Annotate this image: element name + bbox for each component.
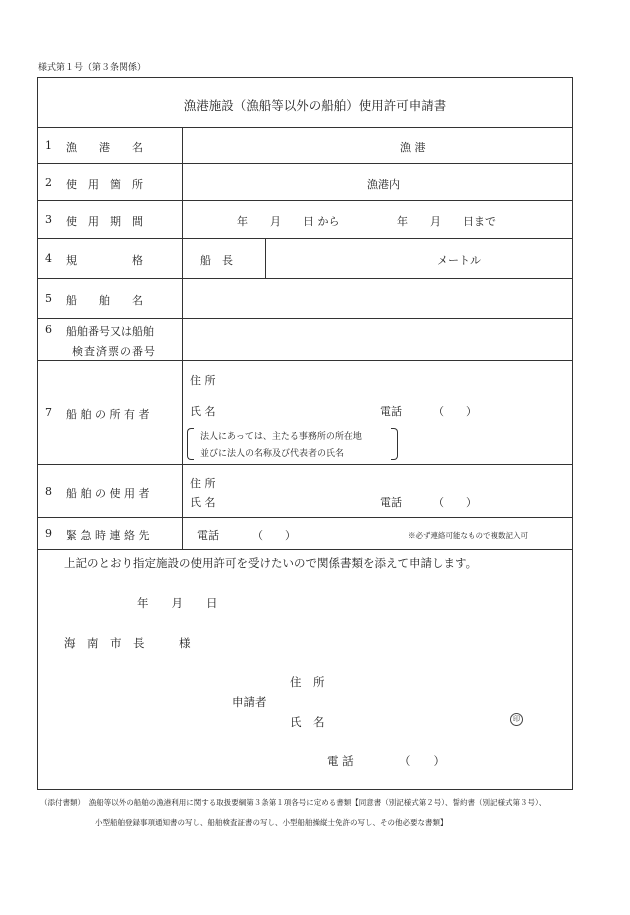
unit-meters: メートル [437,254,481,267]
row-number: 1 [45,139,52,152]
applicant-name-label: 氏 名 [290,715,325,729]
label-ship-number-line1: 船舶番号又は船舶 [66,325,154,338]
attachments-line1: （添付書類） 漁船等以外の船舶の漁港利用に関する取扱要綱第３条第１項各号に定める書類【同意書（別記様式第２号）、誓約書（別記様式第３号）、 [40,798,547,807]
value-period-from[interactable]: 年 月 日 から [237,215,340,228]
owner-phone-label: 電話 [380,405,402,418]
label-ship-name: 船 舶 名 [66,294,143,307]
emergency-note: ※必ず連絡可能なもので複数記入可 [408,531,528,540]
form-title: 漁港施設（漁船等以外の船舶）使用許可申請書 [183,98,447,113]
label-ship-length: 船 長 [200,254,233,267]
row-number: 8 [45,485,52,498]
row-number: 9 [45,527,52,540]
divider [37,163,573,164]
divider [37,127,573,128]
seal-mark: 印 [510,713,523,726]
emergency-phone-label: 電話 [197,529,219,542]
application-date[interactable]: 年 月 日 [137,596,218,610]
label-port-name: 漁 港 名 [66,141,143,154]
owner-name-label: 氏 名 [190,405,216,418]
row-number: 2 [45,176,52,189]
user-name-label: 氏 名 [190,496,216,509]
owner-note-line1: 法人にあっては、主たる事務所の所在地 [200,432,362,442]
declaration-text: 上記のとおり指定施設の使用許可を受けたいので関係書類を添えて申請します。 [64,556,478,570]
user-phone-field[interactable]: （ ） [433,496,477,509]
applicant-label: 申請者 [232,695,267,709]
value-port-name[interactable]: 漁 港 [400,141,426,154]
value-period-to[interactable]: 年 月 日まで [397,215,496,228]
row-number: 5 [45,292,52,305]
addressee: 海 南 市 長 様 [64,636,191,650]
row-number: 7 [45,406,52,419]
label-usage-location: 使 用 箇 所 [66,178,143,191]
row-number: 6 [45,323,52,336]
applicant-address-label: 住 所 [290,675,325,689]
owner-phone-field[interactable]: （ ） [433,405,477,418]
label-ship-number-line2: 検査済票の番号 [72,345,156,358]
divider [37,318,573,319]
applicant-phone-field[interactable]: （ ） [399,754,445,768]
value-usage-location[interactable]: 漁港内 [367,178,400,191]
label-specification: 規 格 [66,254,143,267]
divider [37,360,573,361]
column-divider [265,238,266,278]
note-bracket-right [391,428,398,460]
label-usage-period: 使 用 期 間 [66,215,143,228]
form-number: 様式第１号（第３条関係） [38,63,147,73]
emergency-phone-field[interactable]: （ ） [252,529,296,542]
applicant-phone-label: 電 話 [327,754,354,768]
divider [37,517,573,518]
owner-note-line2: 並びに法人の名称及び代表者の氏名 [200,449,345,459]
divider [37,464,573,465]
user-address-label: 住 所 [190,477,216,490]
divider [37,549,573,550]
label-ship-owner: 船 舶 の 所 有 者 [66,408,150,421]
divider [37,278,573,279]
attachments-line2: 小型船舶登録事項通知書の写し、船舶検査証書の写し、小型船舶操縦士免許の写し、その他必要な書類】 [95,818,448,827]
divider [37,238,573,239]
column-divider [182,127,183,549]
user-phone-label: 電話 [380,496,402,509]
note-bracket-left [187,428,194,460]
label-ship-user: 船 舶 の 使 用 者 [66,487,150,500]
owner-address-label: 住 所 [190,374,216,387]
row-number: 3 [45,213,52,226]
label-emergency-contact: 緊 急 時 連 絡 先 [66,529,150,542]
divider [37,200,573,201]
row-number: 4 [45,252,52,265]
